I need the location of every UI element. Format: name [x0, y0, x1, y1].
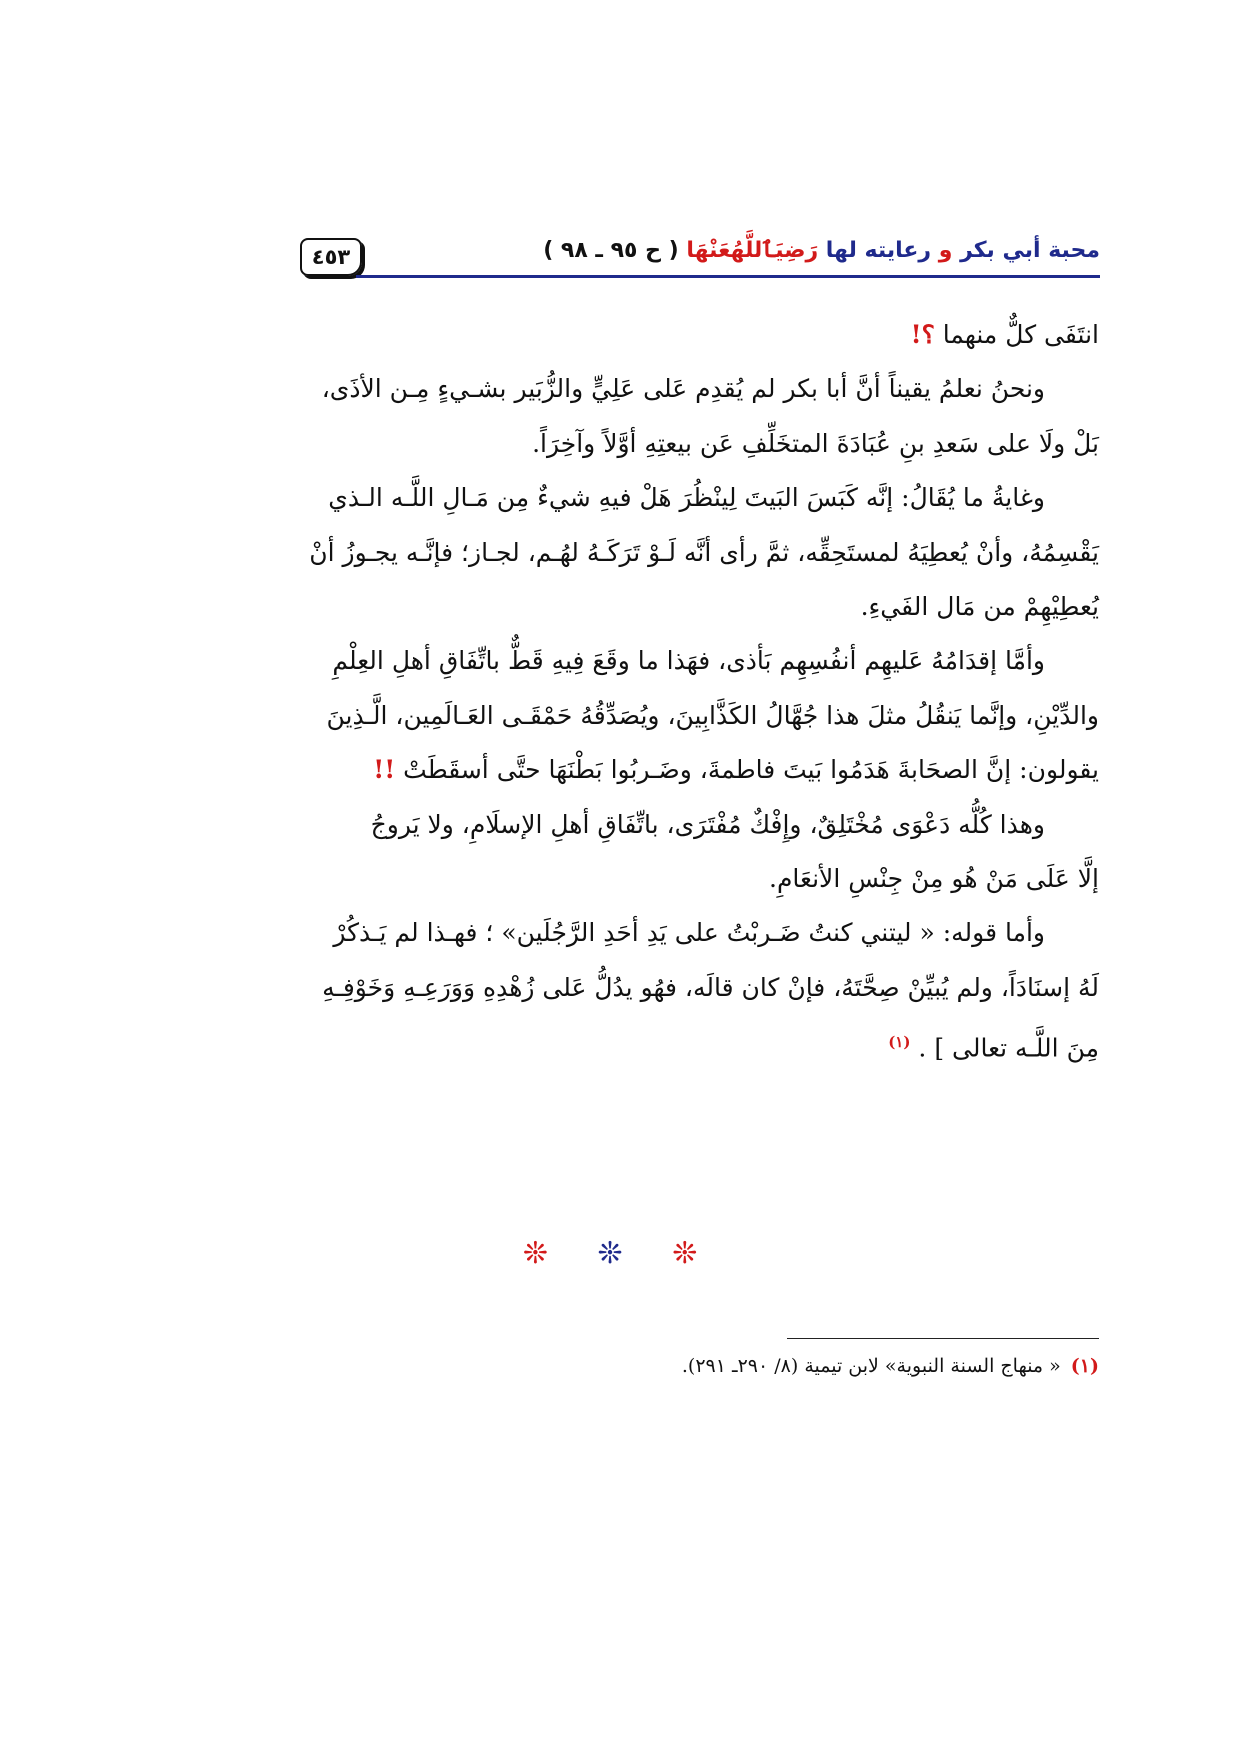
- paragraph-6: [197, 906, 1099, 1076]
- p3-line-2: يَقْسِمُهُ، وأنْ يُعطِيَهُ لمستَحِقِّه، ثمَّ رأى أنَّه لَـوْ تَرَكَـهُ لهُـم، لجـاز؛ فإنَّـه يجـوزُ أنْ: [309, 537, 1099, 567]
- p4-line-1: وأمَّا إقدَامُهُ عَليهِم أنفُسِهِم بَأذى، فهَذا ما وقَعَ فِيهِ قَطٌّ باتِّفَاقِ أهلِ العِلْمِ: [332, 646, 1045, 676]
- p1-mark: ؟!: [910, 320, 935, 349]
- p6-line-3: مِنَ اللَّـه تعالى ] .: [918, 1033, 1099, 1063]
- p4-mark: !!: [373, 755, 396, 785]
- hadith-range: ( ح ٩٥ ـ ٩٨ ): [543, 238, 679, 263]
- title-part-2: و: [938, 238, 953, 263]
- paragraph-1: [197, 308, 1099, 362]
- p4-line-3: يقولون: إنَّ الصحَابةَ هَدَمُوا بَيتَ فاطمةَ، وضَـربُوا بَطْنَهَا حتَّى أسقَطَتْ: [403, 755, 1099, 785]
- header-rule: [356, 275, 1100, 278]
- separator-star-icon: ❊: [597, 1236, 643, 1271]
- p3-line-3: يُعطِيْهِمْ من مَال الفَيءِ.: [860, 592, 1099, 622]
- p5-line-2: إلَّا عَلَى مَنْ هُو مِنْ جِنْسِ الأنعَامِ.: [769, 864, 1099, 894]
- section-separator: [0, 1236, 1240, 1271]
- footnote-divider: [787, 1338, 1099, 1339]
- p1-text: انتَفَى كلٌّ منهما: [942, 320, 1099, 349]
- paragraph-2: [197, 362, 1099, 471]
- footnote-text: « منهاج السنة النبوية» لابن تيمية (٨/ ٢٩٠ـ ٢٩١).: [681, 1355, 1061, 1377]
- footnote-mark: (١): [1070, 1355, 1099, 1377]
- p3-line-1: وغايةُ ما يُقَالُ: إنَّه كَبَسَ البَيتَ لِينْظُرَ هَلْ فيهِ شيءٌ مِن مَـالِ اللَّـه الـذي: [328, 483, 1045, 513]
- separator-star-icon: ❊: [522, 1236, 568, 1271]
- title-part-3: رعايته لها: [825, 238, 932, 263]
- separator-star-icon: ❊: [672, 1236, 718, 1271]
- honorific-glyph: رَضِيَٱللَّهُعَنْهَا: [686, 238, 819, 263]
- p5-line-1: وهذا كُلُّه دَعْوَى مُخْتَلِقٌ، وإِفْكٌ مُفْتَرَى، باتِّفَاقِ أهلِ الإسلَامِ، ولا يَروجُ: [370, 809, 1045, 839]
- footnote-ref[interactable]: (١): [888, 1033, 911, 1052]
- chapter-title: [543, 238, 1100, 263]
- p6-line-2: لَهُ إسنَادَاً، ولم يُبيِّنْ صِحَّتَهُ، فإنْ كان قالَه، فهُو يدُلُّ عَلى زُهْدِهِ وَوَرَعِـهِ وَخَوْفِـهِ: [322, 972, 1099, 1002]
- p2-line-2: بَلْ ولَا على سَعدِ بنِ عُبَادَةَ المتخَلِّفِ عَن بيعتِهِ أوَّلاً وآخِرَاً.: [532, 428, 1099, 458]
- paragraph-4: [197, 634, 1099, 797]
- footnote: [682, 1355, 1099, 1377]
- title-part-1: محبة أبي بكر: [960, 238, 1100, 263]
- paragraph-5: [197, 798, 1099, 907]
- p2-line-1: ونحنُ نعلمُ يقيناً أنَّ أبا بكر لم يُقدِم عَلى عَلِيٍّ والزُّبَير بشـيءٍ مِـن الأذَى،: [321, 374, 1045, 404]
- paragraph-3: [197, 471, 1099, 634]
- page-number: ٤٥٣: [300, 238, 362, 276]
- p6-line-1: وأما قوله: « ليتني كنتُ ضَـربْتُ على يَدِ أحَدِ الرَّجُلَين» ؛ فهـذا لم يَـذكُرْ: [333, 918, 1045, 948]
- p4-line-2: والدِّيْنِ، وإنَّما يَنقُلُ مثلَ هذا جُهَّالُ الكَذَّابِينَ، ويُصَدِّقُهُ حَمْقَـى العَـالَمِين، الَّـذِينَ: [326, 700, 1099, 730]
- main-text: [197, 308, 1099, 1076]
- page-header: [300, 238, 1100, 284]
